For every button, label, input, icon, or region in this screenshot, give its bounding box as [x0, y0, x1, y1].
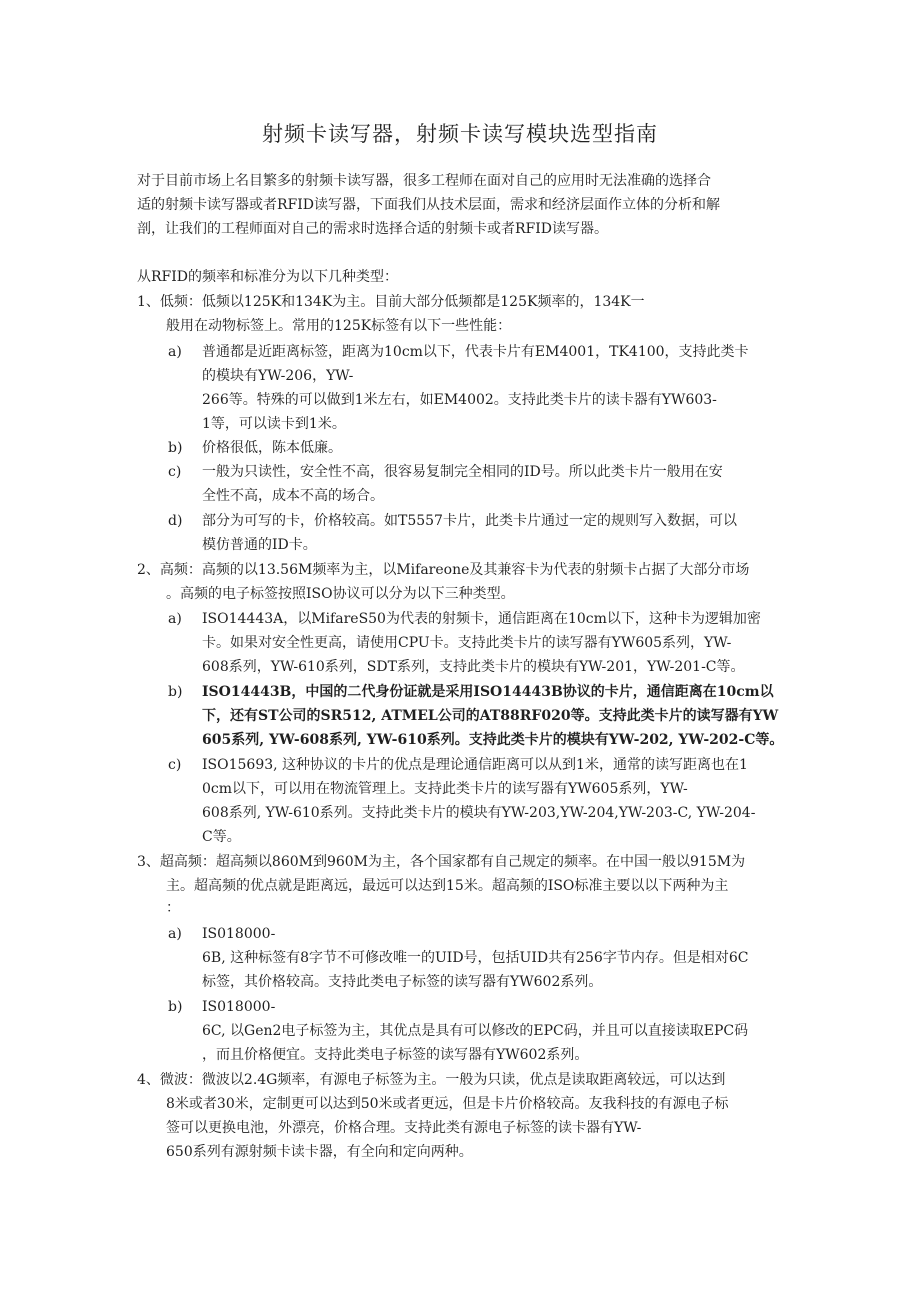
section-text: 。高频的电子标签按照ISO协议可以分为以下三种类型。 — [166, 586, 515, 602]
page-title: 射频卡读写器，射频卡读写模块选型指南 — [262, 122, 658, 146]
intro-line: 剖，让我们的工程师面对自己的需求时选择合适的射频卡或者RFID读写器。 — [137, 221, 609, 237]
item-label: a) — [168, 611, 182, 627]
item-label: c) — [168, 464, 182, 480]
item-text: 6B, 这种标签有8字节不可修改唯一的UID号，包括UID共有256字节内存。但是相对6C — [202, 950, 749, 966]
item-text: 1等，可以读卡到1米。 — [202, 416, 346, 432]
section-text: ： — [166, 900, 180, 916]
item-text: ISO14443A，以MifareS50为代表的射频卡，通信距离在10cm以下，这种卡为逻辑加密 — [202, 611, 761, 627]
section-heading-uhf: 3、超高频：超高频以860M到960M为主，各个国家都有自己规定的频率。在中国一般以915M为 — [137, 854, 746, 870]
item-text: 全性不高，成本不高的场合。 — [202, 488, 384, 504]
item-text-bold: 605系列, YW-608系列, YW-610系列。支持此类卡片的模块有YW-202, YW-202-C等。 — [202, 732, 784, 748]
item-text: 普通都是近距离标签，距离为10cm以下，代表卡片有EM4001，TK4100，支持此类卡 — [202, 344, 749, 360]
item-text: 6C, 以Gen2电子标签为主，其优点是具有可以修改的EPC码，并且可以直接读取EPC码 — [202, 1023, 749, 1039]
item-label: d) — [168, 513, 183, 529]
item-text-bold: 下，还有ST公司的SR512, ATMEL公司的AT88RF020等。支持此类卡片的读写器有YW — [202, 708, 779, 724]
intro-line: 适的射频卡读写器或者RFID读写器，下面我们从技术层面，需求和经济层面作立体的分析和解 — [137, 197, 721, 213]
item-text: IS018000- — [202, 926, 276, 942]
section-text: 650系列有源射频卡读卡器，有全向和定向两种。 — [166, 1144, 473, 1160]
section-text: 般用在动物标签上。常用的125K标签有以下一些性能： — [166, 318, 512, 334]
item-label: c) — [168, 757, 182, 773]
item-label: b) — [168, 684, 183, 700]
item-label: b) — [168, 999, 183, 1015]
item-text: 一般为只读性，安全性不高，很容易复制完全相同的ID号。所以此类卡片一般用在安 — [202, 464, 723, 480]
item-text: 608系列, YW-610系列。支持此类卡片的模块有YW-203,YW-204,YW-203-C, YW-204- — [202, 805, 756, 821]
item-text: 608系列，YW-610系列，SDT系列，支持此类卡片的模块有YW-201，YW-201-C等。 — [202, 659, 745, 675]
section-text: 8米或者30米，定制更可以达到50米或者更远，但是卡片价格较高。友我科技的有源电子标 — [166, 1096, 729, 1112]
item-text: 266等。特殊的可以做到1米左右，如EM4002。支持此类卡片的读卡器有YW603- — [202, 392, 717, 408]
item-text: ISO15693, 这种协议的卡片的优点是理论通信距离可以从到1米，通常的读写距离也在1 — [202, 757, 748, 773]
section-text: 主。超高频的优点就是距离远，最远可以达到15米。超高频的ISO标准主要以以下两种为主 — [166, 878, 729, 894]
item-label: a) — [168, 926, 182, 942]
section-heading-microwave: 4、微波：微波以2.4G频率，有源电子标签为主。一般为只读，优点是读取距离较远，可以达到 — [137, 1072, 726, 1088]
item-text: 的模块有YW-206，YW- — [202, 368, 354, 384]
lead-line: 从RFID的频率和标准分为以下几种类型： — [137, 269, 399, 285]
item-label: b) — [168, 440, 183, 456]
section-heading-high-freq: 2、高频：高频的以13.56M频率为主，以Mifareone及其兼容卡为代表的射频卡占据了大部分市场 — [137, 562, 750, 578]
item-text: 0cm以下，可以用在物流管理上。支持此类卡片的读写器有YW605系列，YW- — [202, 781, 688, 797]
item-text: 模仿普通的ID卡。 — [202, 537, 317, 553]
item-text: 卡。如果对安全性更高，请使用CPU卡。支持此类卡片的读写器有YW605系列，YW- — [202, 635, 732, 651]
item-text: 部分为可写的卡，价格较高。如T5557卡片，此类卡片通过一定的规则写入数据，可以 — [202, 513, 737, 529]
item-text: 价格很低，陈本低廉。 — [202, 440, 342, 456]
item-text-bold: ISO14443B，中国的二代身份证就是采用ISO14443B协议的卡片，通信距离在10cm以 — [202, 684, 774, 700]
item-text: IS018000- — [202, 999, 276, 1015]
intro-line: 对于目前市场上名目繁多的射频卡读写器，很多工程师在面对自己的应用时无法准确的选择合 — [137, 173, 711, 189]
item-text: ，而且价格便宜。支持此类电子标签的读写器有YW602系列。 — [202, 1047, 589, 1063]
item-text: C等。 — [202, 829, 241, 845]
item-label: a) — [168, 344, 182, 360]
section-text: 签可以更换电池，外漂亮，价格合理。支持此类有源电子标签的读卡器有YW- — [166, 1120, 642, 1136]
section-heading-low-freq: 1、低频：低频以125K和134K为主。目前大部分低频都是125K频率的，134K一 — [137, 294, 645, 310]
item-text: 标签，其价格较高。支持此类电子标签的读写器有YW602系列。 — [202, 974, 603, 990]
